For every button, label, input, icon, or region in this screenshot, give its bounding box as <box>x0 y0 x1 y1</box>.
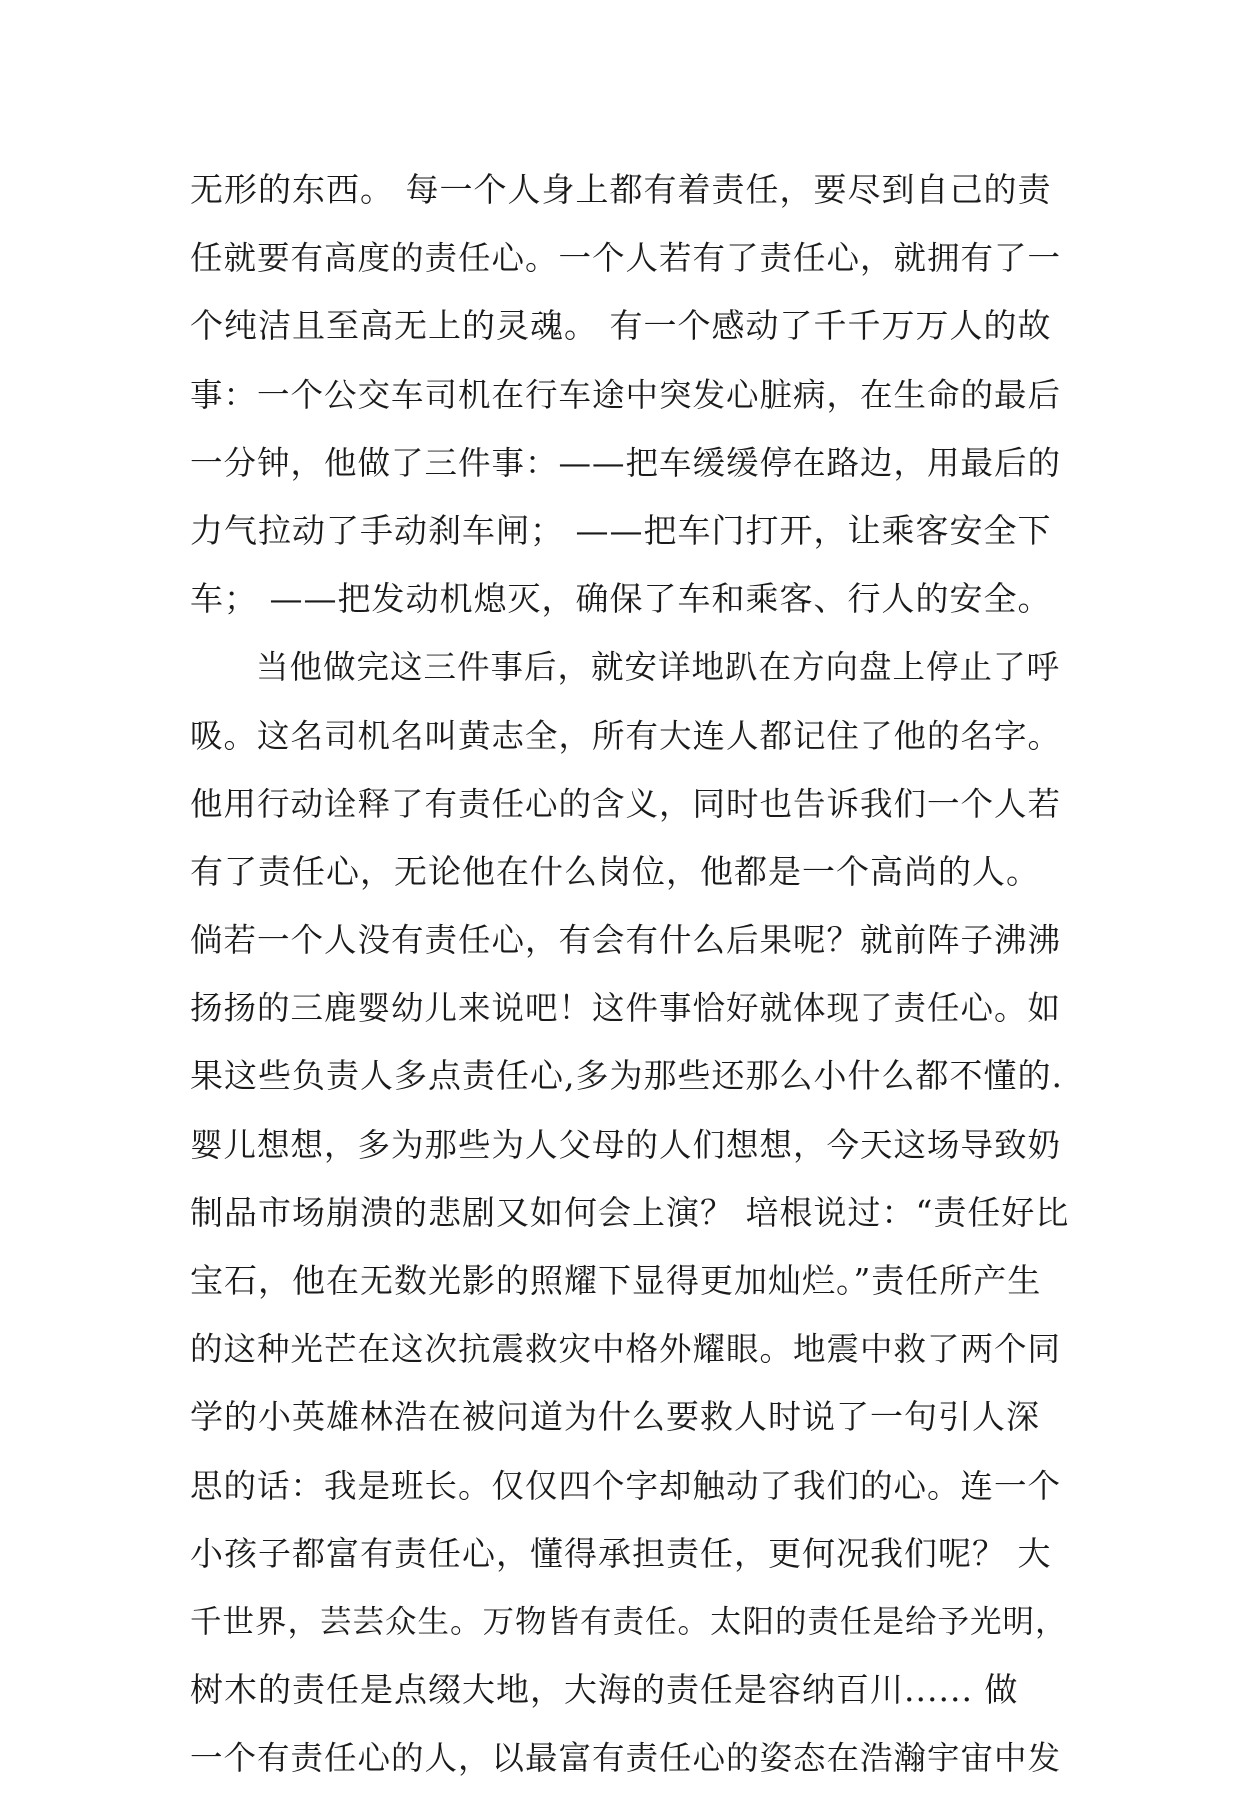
text-line: 任就要有高度的责任心。一个人若有了责任心，就拥有了一 <box>190 239 1062 278</box>
text-line: 倘若一个人没有责任心，有会有什么后果呢？就前阵子沸沸 <box>190 921 1062 960</box>
text-line: 扬扬的三鹿婴幼儿来说吧！这件事恰好就体现了责任心。如 <box>190 989 1062 1028</box>
text-line: 制品市场崩溃的悲剧又如何会上演？ 培根说过：“责任好比 <box>190 1192 1070 1232</box>
text-line: 吸。这名司机名叫黄志全，所有大连人都记住了他的名字。 <box>190 716 1062 755</box>
text-line: 无形的东西。 每一个人身上都有着责任，要尽到自己的责 <box>190 170 1052 209</box>
body-text <box>190 156 1070 1793</box>
text-line: 车； ——把发动机熄灭，确保了车和乘客、行人的安全。 <box>190 579 1052 619</box>
text-line: 他用行动诠释了有责任心的含义，同时也告诉我们一个人若 <box>190 784 1062 823</box>
text-line: 思的话：我是班长。仅仅四个字却触动了我们的心。连一个 <box>190 1466 1062 1505</box>
text-line: 个纯洁且至高无上的灵魂。 有一个感动了千千万万人的故 <box>190 306 1052 346</box>
text-line: 千世界，芸芸众生。万物皆有责任。太阳的责任是给予光明， <box>190 1603 1068 1640</box>
text-line: 果这些负责人多点责任心,多为那些还那么小什么都不懂的. <box>190 1056 1063 1096</box>
text-line: 一分钟，他做了三件事：——把车缓缓停在路边，用最后的 <box>190 443 1062 482</box>
text-line: 事：一个公交车司机在行车途中突发心脏病，在生命的最后 <box>190 375 1062 414</box>
text-line: 一个有责任心的人，以最富有责任心的姿态在浩瀚宇宙中发 <box>190 1739 1062 1778</box>
text-line: 婴儿想想，多为那些为人父母的人们想想，今天这场导致奶 <box>190 1125 1062 1164</box>
text-line: 宝石，他在无数光影的照耀下显得更加灿烂。”责任所产生 <box>190 1261 1042 1300</box>
text-line: 学的小英雄林浩在被问道为什么要救人时说了一句引人深 <box>190 1397 1040 1437</box>
text-line: 力气拉动了手动刹车闸； ——把车门打开，让乘客安全下 <box>190 510 1052 550</box>
text-line: 树木的责任是点缀大地，大海的责任是容纳百川...... 做 <box>190 1670 1019 1710</box>
text-line: 小孩子都富有责任心，懂得承担责任，更何况我们呢？ 大 <box>190 1533 1052 1573</box>
text-line: 的这种光芒在这次抗震救灾中格外耀眼。地震中救了两个同 <box>190 1330 1062 1369</box>
text-line: 有了责任心，无论他在什么岗位，他都是一个高尚的人。 <box>190 851 1040 891</box>
paragraph-first-line: 当他做完这三件事后，就安详地趴在方向盘上停止了呼 <box>256 648 1061 687</box>
